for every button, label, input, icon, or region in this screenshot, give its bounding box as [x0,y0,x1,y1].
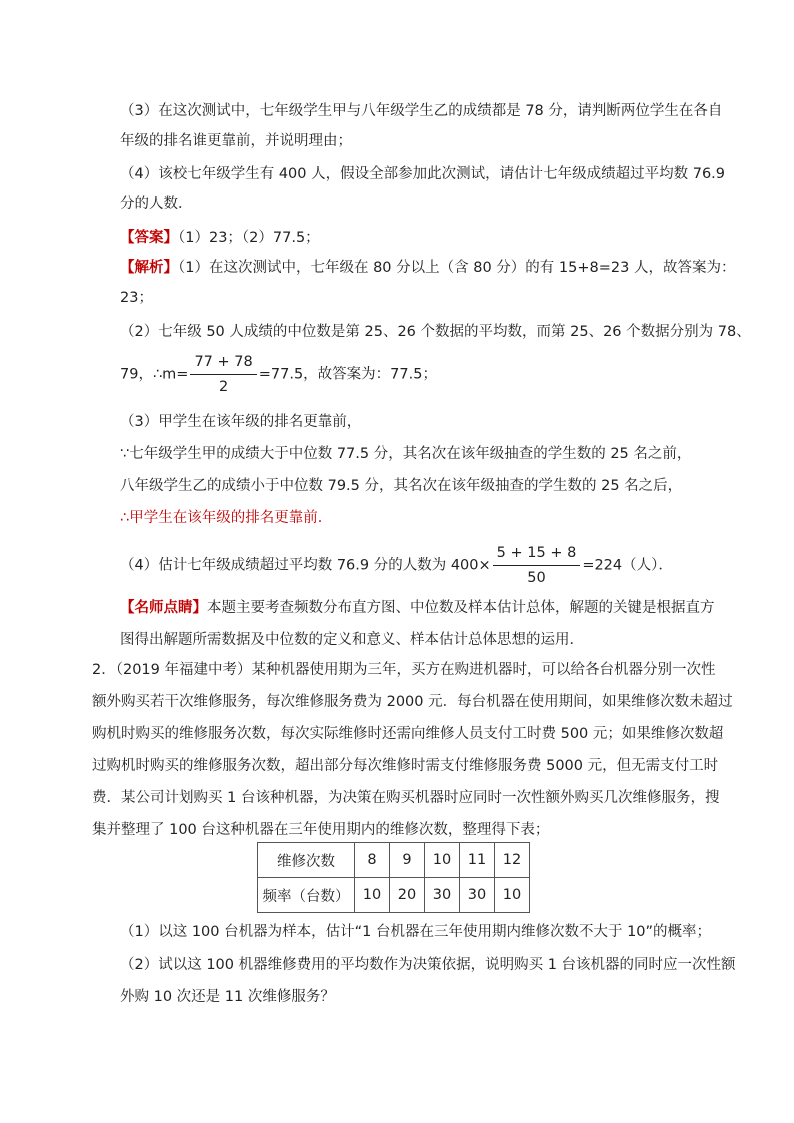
table-cell: 30 [460,878,495,913]
q2-sub1: （1）以这 100 台机器为样本，估计“1 台机器在三年使用期内维修次数不大于 10”的概率； [120,924,712,940]
table-cell: 11 [460,843,495,878]
q1-part4-line2: 分的人数． [120,196,193,212]
table-row [258,843,530,878]
tip-line2: 图得出解题所需数据及中位数的定义和意义、样本估计总体思想的运用． [120,632,584,648]
q2-line3: 购机时购买的维修服务次数，每次实际维修时还需向维修人员支付工时费 500 元；如果维修次数超 [92,726,724,742]
q1-part3-line1: （3）在这次测试中，七年级学生甲与八年级学生乙的成绩都是 78 分，请判断两位学生在各自 [120,103,723,119]
q2-line1: 2．（2019 年福建中考）某种机器使用期为三年，买方在购进机器时，可以给各台机器分别一次性 [92,662,716,678]
q1-part3-line2: 年级的排名谁更靠前，并说明理由； [120,133,352,149]
analysis-p2-line1: （2）七年级 50 人成绩的中位数是第 25、26 个数据的平均数，而第 25、26 个数据分别为 78、 [120,324,751,340]
tip-line1 [120,598,715,618]
table-cell: 20 [390,878,425,913]
estimate-fraction-denominator: 50 [527,570,546,586]
q1-part4-line1: （4）该校七年级学生有 400 人，假设全部参加此次测试，请估计七年级成绩超过平均数 76.9 [120,166,726,182]
analysis-line1 [120,258,735,278]
analysis-line2: 23； [120,290,153,306]
tip-text: 本题主要考查频数分布直方图、中位数及样本估计总体，解题的关键是根据直方 [207,600,715,616]
q2-line2: 额外购买若干次维修服务，每次维修服务费为 2000 元．每台机器在使用期间，如果维修次数未超过 [92,694,733,710]
repair-frequency-table [257,842,530,913]
answer-label: 【答案】 [120,230,178,246]
table-row [258,878,530,913]
analysis-p4-prefix: （4）估计七年级成绩超过平均数 76.9 分的人数为 400× [120,557,491,574]
analysis-p3-conclusion: ∴甲学生在该年级的排名更靠前． [120,510,333,526]
median-fraction-numerator: 77 + 78 [190,352,256,375]
analysis-p3-line1: （3）甲学生在该年级的排名更靠前， [120,414,362,430]
table-row-label: 维修次数 [258,843,355,878]
table-cell: 12 [495,843,530,878]
answer-text: （1）23；（2）77.5； [178,230,320,246]
table-cell: 9 [390,843,425,878]
analysis-p3-line3: 八年级学生乙的成绩小于中位数 79.5 分，其名次在该年级抽查的学生数的 25 名之后， [120,478,683,494]
estimate-fraction [493,543,581,588]
table-row-label: 频率（台数） [258,878,355,913]
median-fraction-denominator: 2 [218,379,229,395]
answer-line [120,228,320,248]
table-cell: 30 [425,878,460,913]
analysis-p4-line [120,543,673,588]
q2-sub2-line1: （2）试以这 100 机器维修费用的平均数作为决策依据，说明购买 1 台该机器的同时应一次性额 [120,957,736,973]
q2-line5: 费．某公司计划购买 1 台该种机器，为决策在购买机器时应同时一次性额外购买几次维修服务，搜 [92,790,720,806]
median-fraction [190,352,256,397]
table-cell: 8 [355,843,390,878]
analysis-p2-suffix: =77.5，故答案为：77.5； [258,366,437,383]
q2-line6: 集并整理了 100 台这种机器在三年使用期内的维修次数，整理得下表； [92,822,550,838]
analysis-label: 【解析】 [120,260,178,276]
analysis-p2-line2 [120,352,437,397]
tip-label: 【名师点睛】 [120,600,207,616]
estimate-fraction-numerator: 5 + 15 + 8 [493,543,581,566]
q2-line4: 过购机时购买的维修服务次数，超出部分每次维修时需支付维修服务费 5000 元，但无需支付工时 [92,758,719,774]
analysis-p2-prefix: 79，∴m= [120,366,189,383]
analysis-p4-suffix: =224（人）． [582,557,673,574]
table-cell: 10 [355,878,390,913]
q2-sub2-line2: 外购 10 次还是 11 次维修服务？ [120,989,335,1005]
table-cell: 10 [425,843,460,878]
analysis-p3-line2: ∵七年级学生甲的成绩大于中位数 77.5 分，其名次在该年级抽查的学生数的 25 名之前， [120,446,692,462]
table-cell: 10 [495,878,530,913]
analysis-p1-text: （1）在这次测试中，七年级在 80 分以上（含 80 分）的有 15+8=23 人，故答案为： [178,260,736,276]
